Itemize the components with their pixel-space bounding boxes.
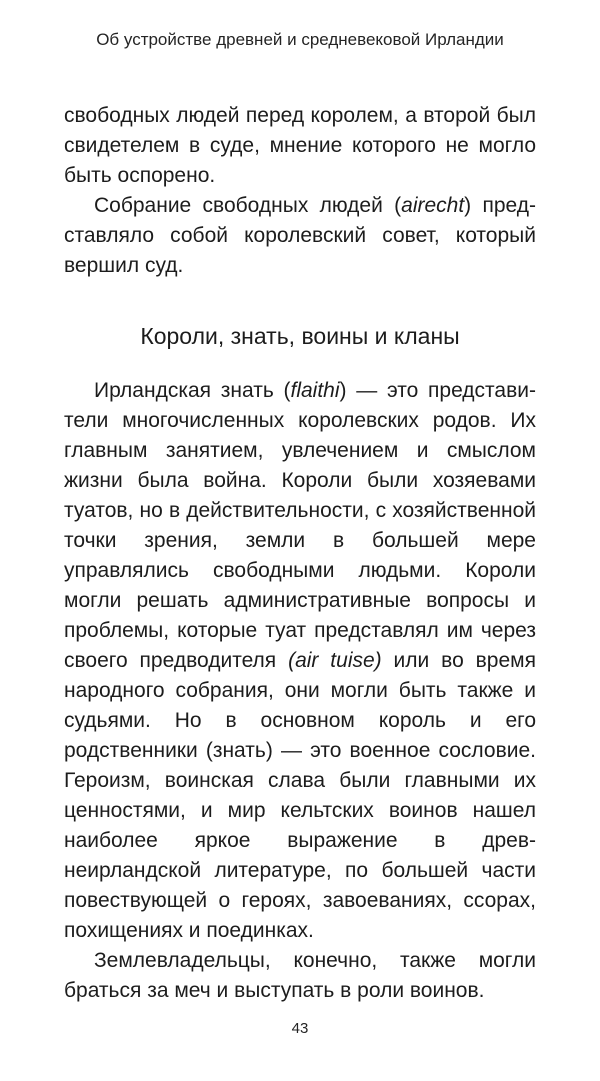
paragraph-text: ) представляло собой королевский совет, который вершил суд. [64, 194, 536, 277]
foreign-term: airecht [401, 194, 465, 217]
body-paragraph [64, 101, 536, 191]
paragraph-text: Собрание свободных людей ( [94, 194, 402, 217]
page-number: 43 [291, 1020, 309, 1037]
running-head: Об устройстве древней и средневековой Ирландии [96, 30, 504, 49]
paragraph-text: Землевладельцы, конечно, также могли браться за меч и выступать в роли воинов. [64, 949, 536, 1002]
foreign-term: flaithi [290, 379, 340, 402]
foreign-term: (air tuise) [288, 649, 382, 672]
body-paragraph [64, 946, 536, 1006]
paragraph-text: ) — это представители многочисленных королевских родов. Их главным занятием, увлечением и смыслом жизни была война. Короли были хозяевами туатов, но в действительности, с хозяйственной точки зрения, земли в большей мере управлялись свободными людьми. Короли могли решать административные вопросы и проблемы, которые туат представлял им через своего предводителя [64, 379, 536, 672]
section-heading: Короли, знать, воины и кланы [140, 323, 460, 349]
paragraph-text: или во время народного собрания, они могли быть также и судьями. Но в основном король и его родственники (знать) — это военное сословие. Героизм, воинская слава были главными их ценностями, и мир кельтских воинов нашел наиболее яркое выражение в древнеирландской литературе, по большей части повествующей о героях, завоеваниях, ссорах, похищениях и поединках. [64, 649, 536, 942]
body-paragraph [64, 376, 536, 946]
paragraph-text: свободных людей перед королем, а второй был свидетелем в суде, мнение которого не могло быть оспорено. [64, 104, 536, 187]
paragraph-text: Ирландская знать ( [94, 379, 291, 402]
body-paragraph [64, 191, 536, 281]
text-block [64, 101, 536, 1006]
